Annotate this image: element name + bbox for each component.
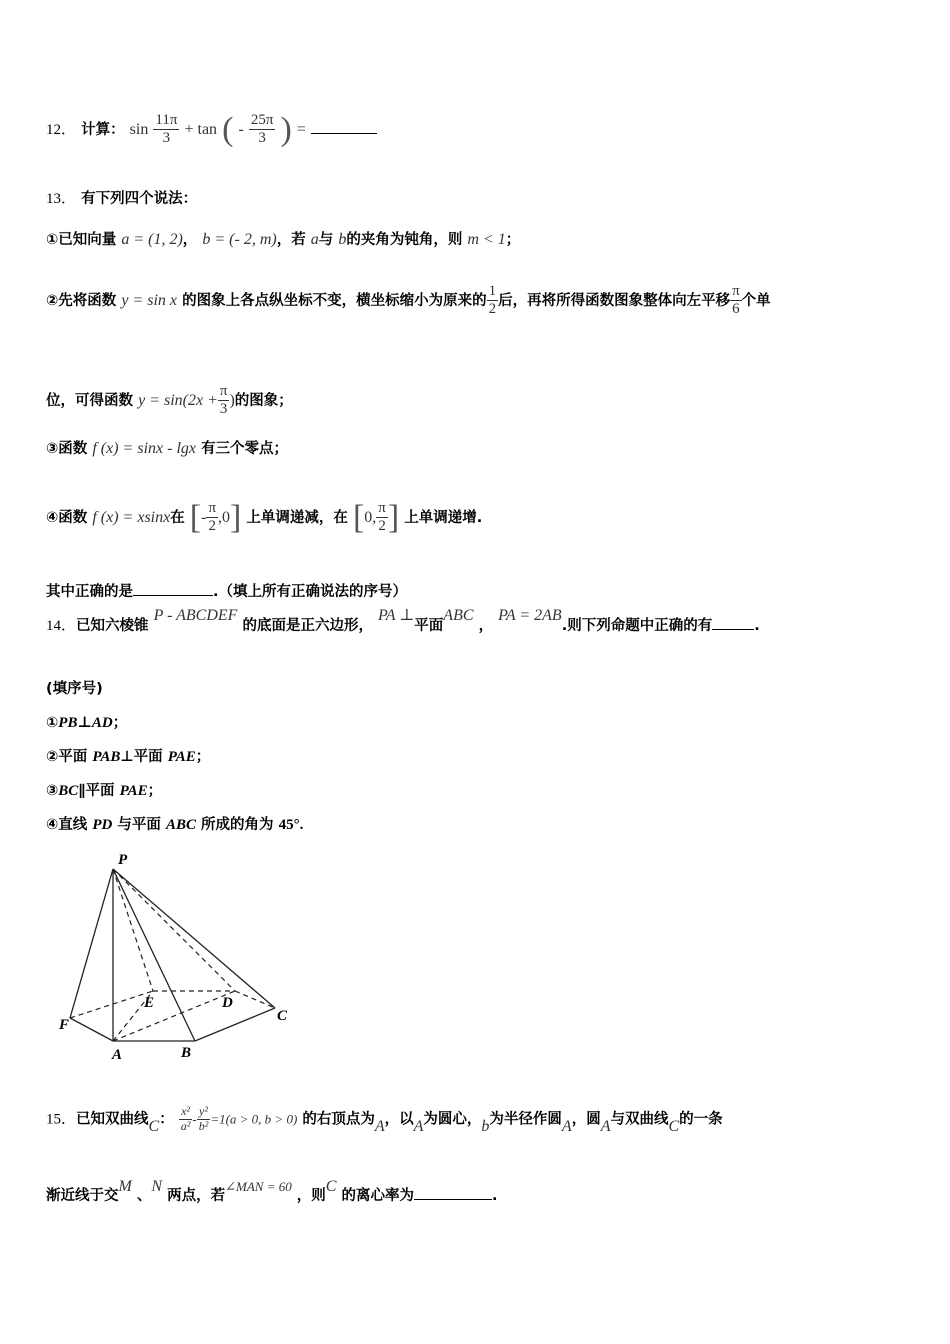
q15-text7: 与双曲线 [610, 1111, 669, 1128]
q13-s1-sep: ， [182, 232, 198, 248]
q13-s1-b: b [338, 231, 347, 248]
q13-s2-func2-b: ) [229, 391, 235, 409]
q15-line2-text1: 渐近线于交 [46, 1188, 119, 1204]
q13-s2-func2-a: y = sin(2x + [138, 391, 218, 409]
q15-text8: 的一条 [679, 1111, 723, 1128]
q13-s1-b-def: b = (- 2, m) [202, 231, 277, 248]
edge-BC [195, 1008, 275, 1041]
q14-o4-plane: ABC [165, 817, 196, 833]
vertex-label-P: P [118, 852, 128, 868]
q15-number: 15． [46, 1111, 77, 1128]
edge-PF [70, 869, 113, 1018]
vertex-label-E: E [144, 995, 155, 1011]
q14-o3-mark: ③ [46, 783, 59, 799]
q14-o4-text2: 与平面 [112, 817, 166, 833]
q14-o4-text3: 所成的角为 [195, 817, 279, 833]
q12-frac2: $\frac{25\pi}{3}$ [250, 112, 274, 147]
q13-s4-bracket2-open: [ [352, 498, 365, 536]
q15-A-4: A [600, 1118, 611, 1136]
q15-text4: 为圆心， [423, 1111, 482, 1128]
q13-s2-line2-text1: 位，可得函数 [46, 392, 133, 409]
q14-o2-plane1: PAB [92, 749, 121, 765]
q13-s2-line1 [46, 283, 771, 319]
q15-line2-text2: 两点，若 [167, 1188, 226, 1204]
q12-paren-open: ( [222, 110, 234, 148]
q14-option4 [46, 813, 303, 834]
q15-C: C [148, 1118, 160, 1136]
q14-text2: 的底面是正六边形， [242, 618, 373, 634]
q12-paren-close: ) [280, 110, 292, 148]
q14-o1-mark: ① [46, 715, 59, 731]
q15-angle: ∠MAN = 60 [225, 1179, 292, 1194]
q15-line2-text3: ，则 [296, 1188, 326, 1204]
q15-minus: - [192, 1111, 197, 1127]
q12-frac1: $\frac{11\pi}{3}$ [155, 112, 178, 147]
q14-o4-text1: 直线 [58, 817, 93, 833]
q14-o3-text1: 平面 [85, 783, 120, 799]
q13-s4-bracket1-open: [ [189, 498, 202, 536]
q14-o2-mark: ② [46, 749, 59, 765]
q13-s4-text3: 上单调递减，在 [246, 509, 348, 526]
vertex-label-B: B [181, 1045, 192, 1061]
q13-stem-text: 有下列四个说法： [81, 191, 198, 207]
q15-line1 [46, 1105, 723, 1134]
q14-end: . [754, 618, 760, 634]
q14-fill-note [46, 677, 103, 698]
q13-s3-expr: f (x) = sinx - lgx [92, 440, 196, 457]
q15-dun: 、 [136, 1188, 152, 1204]
q14-o3-plane: PAE [119, 783, 148, 799]
q15-line2 [46, 1178, 498, 1205]
q14-o1-end: ； [112, 715, 128, 731]
q15-A-1: A [374, 1118, 385, 1136]
q14-pyramid-figure [50, 848, 310, 1068]
q15-text3: ，以 [384, 1111, 414, 1128]
q13-s4-expr: f (x) = xsinx [92, 508, 171, 526]
q14-o4-angle: 45°. [278, 817, 304, 833]
q12-eq: = [296, 120, 306, 138]
q15-end: . [492, 1188, 498, 1204]
q14-plane: ABC [443, 607, 474, 624]
q14-text3: 平面 [414, 618, 444, 634]
q13-s1-mark: ① [46, 232, 59, 248]
q13-s4-i1-frac: $\frac{\pi}{2}$ [208, 500, 217, 535]
q15-frac-y: $\frac{\text{y²}}{\text{b²}}$ [198, 1104, 209, 1133]
q13-s1-end: ； [505, 232, 521, 248]
q15-text2: 的右顶点为 [302, 1111, 375, 1128]
q15-frac-x: $\frac{\text{x²}}{\text{a²}}$ [180, 1104, 191, 1133]
q14-o4-mark: ④ [46, 817, 59, 833]
q15-M: M [118, 1178, 132, 1195]
q13-s2-line2 [46, 383, 293, 419]
q14-o3-line: BC [58, 783, 79, 799]
q13-s2-text4: 个单 [741, 292, 771, 309]
q13-s1-text: 已知向量 [58, 232, 117, 248]
q15-text6: ，圆 [571, 1111, 601, 1128]
q13-s4-i1-neg: - [201, 508, 207, 526]
q15-answer-blank[interactable] [414, 1199, 492, 1200]
q14-o2-plane2: PAE [167, 749, 196, 765]
q14-eq: PA = 2AB [498, 607, 562, 624]
q13-s2-text1: 先将函数 [58, 292, 117, 309]
q13-s1-text2: ，若 [276, 232, 306, 248]
q13-answer-text1: 其中正确的是 [46, 584, 133, 600]
q13-s4-text2: 在 [170, 509, 185, 526]
q13-s2-text3: 后，再将所得函数图象整体向左平移 [498, 292, 731, 309]
q15-text1: 已知双曲线 [76, 1111, 149, 1128]
edge-PC [113, 869, 275, 1008]
vertex-label-C: C [277, 1008, 288, 1024]
q13-s2-mark: ② [46, 292, 59, 309]
q13-s3 [46, 437, 288, 458]
q13-s2-shift: $\frac{\pi}{6}$ [732, 283, 740, 318]
q12-line [46, 112, 377, 148]
q14-o3-parallel: ∥ [78, 783, 86, 799]
vertex-label-A: A [112, 1047, 123, 1063]
q14-option3 [46, 779, 162, 800]
q15-line2-text4: 的离心率为 [341, 1188, 415, 1204]
q12-neg: - [238, 120, 244, 138]
q13-s2-func2-frac: $\frac{\pi}{3}$ [219, 383, 228, 418]
q13-s3-text2: 有三个零点； [201, 441, 289, 457]
q13-s4 [46, 500, 482, 536]
edge-FE [70, 991, 153, 1018]
q13-s3-text1: 函数 [58, 441, 88, 457]
q12-sin: sin [129, 120, 149, 138]
q15-A-3: A [561, 1118, 572, 1136]
q14-sep: ， [478, 618, 494, 634]
q13-s4-i2-start: 0, [364, 508, 377, 526]
q12-number: 12． [46, 121, 77, 138]
q14-fill-text: (填序号) [46, 681, 103, 697]
q13-s1 [46, 228, 520, 249]
q12-answer-blank[interactable] [311, 133, 377, 134]
q13-answer-blank[interactable] [133, 595, 213, 596]
q13-s2-func1: y = sin x [121, 291, 178, 309]
q13-s4-mark: ④ [46, 509, 59, 526]
q14-pyramid: P - ABCDEF [153, 607, 238, 624]
q13-s1-a: a [310, 231, 319, 248]
edge-PB [113, 869, 195, 1041]
q13-s4-i1-end: ,0 [218, 508, 231, 526]
q15-colon: ： [159, 1111, 174, 1128]
q12-label: 计算： [81, 121, 125, 138]
q14-text1: 已知六棱锥 [76, 618, 149, 634]
q14-o2-perp: ⊥ [120, 749, 134, 765]
q13-s4-text4: 上单调递增. [404, 509, 483, 526]
edge-PD [113, 869, 235, 991]
vertex-label-D: D [222, 995, 233, 1011]
q14-o3-end: ； [147, 783, 163, 799]
q14-line [46, 607, 760, 635]
q14-option1 [46, 711, 127, 732]
q14-perp: PA ⊥ [378, 607, 415, 624]
q13-s1-cond: m < 1 [467, 231, 506, 248]
q13-s4-text1: 函数 [58, 509, 88, 526]
q13-s2-text2: 的图象上各点纵坐标不变，横坐标缩小为原来的 [182, 292, 487, 309]
q15-cond: =1(a > 0, b > 0) [210, 1111, 298, 1127]
q14-o2-text1: 平面 [58, 749, 93, 765]
q14-option2 [46, 745, 210, 766]
q15-text5: 为半径作圆 [489, 1111, 562, 1128]
q13-s3-mark: ③ [46, 441, 59, 457]
q14-number: 14． [46, 618, 77, 634]
q12-tan: + tan [184, 120, 218, 138]
q15-C-3: C [325, 1178, 337, 1195]
q13-s2-line2-text2: 的图象； [234, 392, 293, 409]
vertex-label-F: F [59, 1017, 70, 1033]
edge-DC [235, 991, 275, 1008]
q13-s4-bracket2-close: ] [387, 498, 400, 536]
edge-FA [70, 1018, 113, 1041]
q13-s4-i2-frac: $\frac{\pi}{2}$ [378, 500, 386, 535]
q13-answer-text2: .（填上所有正确说法的序号） [213, 584, 408, 600]
q15-A-2: A [413, 1118, 424, 1136]
q13-stem [46, 187, 197, 208]
q14-answer-blank[interactable] [712, 629, 754, 630]
q14-o2-end: ； [195, 749, 211, 765]
q13-s1-text4: 的夹角为钝角，则 [346, 232, 463, 248]
q13-s2-half: $\frac{1}{2}$ [488, 283, 497, 318]
q15-N: N [151, 1178, 163, 1195]
edge-PE [113, 869, 153, 991]
q14-text4: .则下列命题中正确的有 [561, 618, 713, 634]
q13-answer-line [46, 580, 407, 601]
q13-s1-a-def: a = (1, 2) [121, 231, 183, 248]
q15-C-2: C [668, 1118, 680, 1136]
q14-o2-text2: 平面 [133, 749, 168, 765]
q14-o1-math: PB⊥AD [58, 715, 113, 731]
q15-b: b [481, 1118, 490, 1136]
q13-s4-bracket1-close: ] [230, 498, 242, 536]
q13-number: 13． [46, 191, 77, 207]
q14-o4-line: PD [92, 817, 113, 833]
q13-s1-text3: 与 [318, 232, 334, 248]
